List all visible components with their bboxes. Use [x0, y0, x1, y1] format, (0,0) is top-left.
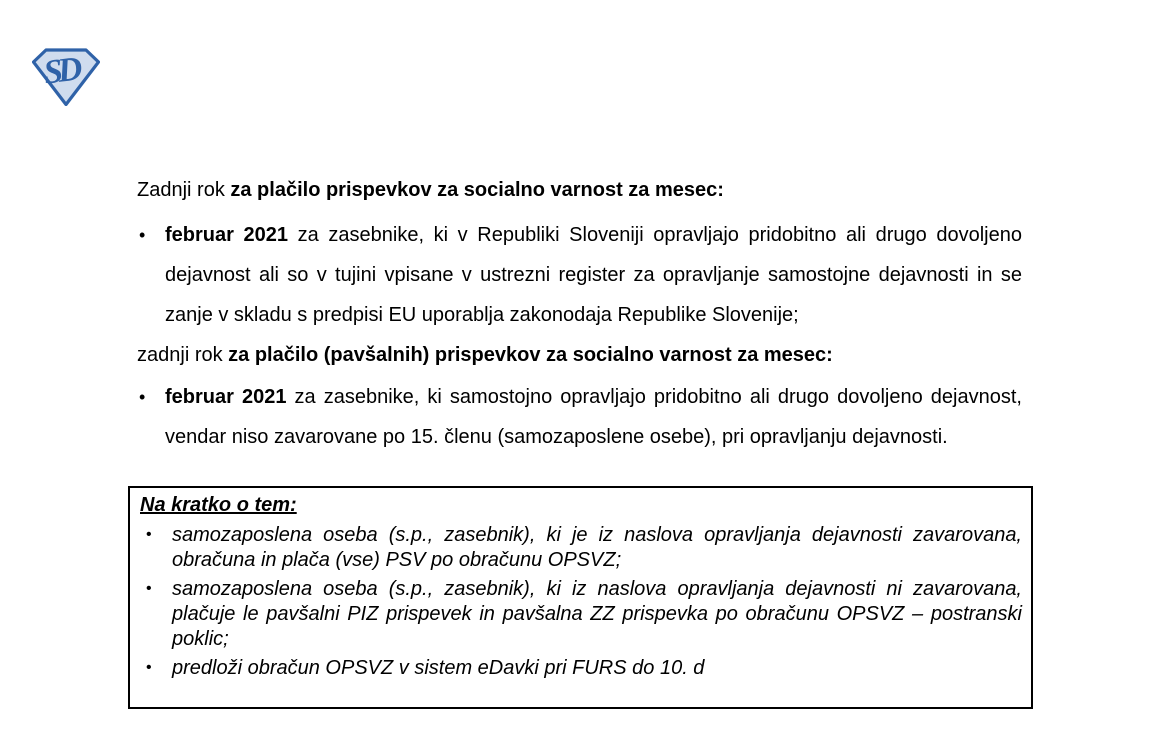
- infobox-bullet-text: samozaposlena oseba (s.p., zasebnik), ki iz naslova opravljanja dejavnosti ni zavarovana, plačuje le pavšalni PIZ prispevek in pavšalna ZZ prispevka po obračunu OPSVZ – postranski poklic;: [172, 578, 1022, 650]
- infobox-bullet-obracun-furs-clipped: [140, 656, 1022, 681]
- infobox-bullet-text: predloži obračun OPSVZ v sistem eDavki pri FURS do 10. d: [172, 657, 705, 679]
- infobox-bullet-text: samozaposlena oseba (s.p., zasebnik), ki je iz naslova opravljanja dejavnosti zavarovana, obračuna in plača (vse) PSV po obračunu OPSVZ;: [172, 524, 1022, 571]
- bullet-marker: •: [146, 659, 152, 676]
- deadline-heading-2: [137, 335, 1022, 375]
- bullet-marker: •: [139, 225, 146, 245]
- infobox-bullet-postranski-poklic: [140, 577, 1022, 652]
- bullet2-bold: februar 2021: [165, 386, 287, 408]
- heading2-bold: za plačilo (pavšalnih) prispevkov za socialno varnost za mesec:: [228, 344, 833, 366]
- heading2-lead: zadnji rok: [137, 344, 229, 366]
- infobox-title: Na kratko o tem:: [140, 494, 297, 516]
- heading1-bold: za plačilo prispevkov za socialno varnost za mesec:: [230, 179, 724, 201]
- document-body: [137, 170, 1022, 709]
- infobox-bullet-opsvz-zavarovana: [140, 523, 1022, 573]
- bullet-marker: •: [146, 580, 152, 597]
- bullet-marker: •: [146, 526, 152, 543]
- sd-shield-logo: [32, 48, 100, 106]
- na-kratko-infobox: [128, 486, 1033, 709]
- logo-letters: SD: [41, 50, 80, 92]
- bullet-februar-2021-pavsalni: [137, 377, 1022, 457]
- deadline-heading-1: [137, 170, 1022, 210]
- heading1-lead: Zadnji rok: [137, 179, 231, 201]
- bullet-februar-2021-zasebniki-eu: [137, 215, 1022, 335]
- bullet1-bold: februar 2021: [165, 224, 289, 246]
- bullet2-text: za zasebnike, ki samostojno opravljajo pridobitno ali drugo dovoljeno dejavnost, vendar niso zavarovane po 15. členu (samozaposlene osebe), pri opravljanju dejavnosti.: [165, 386, 1022, 448]
- bullet1-text: za zasebnike, ki v Republiki Sloveniji opravljajo pridobitno ali drugo dovoljeno dejavnost ali so v tujini vpisane v ustrezni register za opravljanje samostojne dejavnosti in se zanje v skladu s predpisi EU uporablja zakonodaja Republike Slovenije;: [165, 224, 1022, 326]
- bullet-marker: •: [139, 387, 146, 407]
